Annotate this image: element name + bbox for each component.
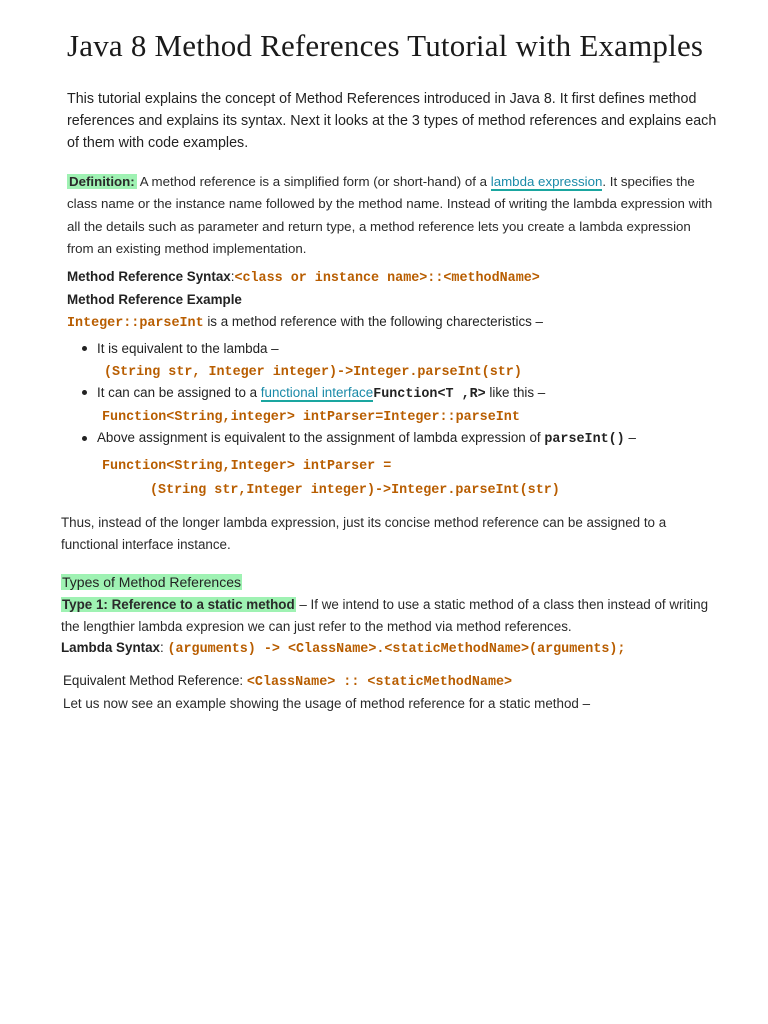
- bullet-2-code-text: Function<String,integer> intParser=Integer::parseInt: [102, 410, 520, 425]
- syntax-line: [67, 267, 540, 289]
- bullet-3-code-text-1: Function<String,Integer> intParser =: [102, 459, 392, 474]
- bullet-dot: [82, 346, 87, 351]
- lambda-syntax-label: Lambda Syntax: [61, 640, 160, 655]
- definition-text-before: A method reference is a simplified form (or short-hand) of a: [136, 174, 491, 189]
- bullet-3-code-line1: [102, 455, 391, 477]
- lambda-syntax-colon: :: [159, 640, 168, 655]
- bullet-2-tail: like this –: [485, 385, 546, 400]
- bullet-3-text: [97, 428, 636, 450]
- bullet-2-lead: It can can be assigned to a: [97, 385, 261, 400]
- bullet-3-lead: Above assignment is equivalent to the assignment of lambda expression of: [97, 430, 545, 445]
- bullet-3-code-text-2: (String str,Integer integer)->Integer.parseInt(str): [150, 483, 560, 498]
- equiv-ref-code: <ClassName> :: <staticMethodName>: [246, 675, 513, 690]
- bullet-dot: [82, 390, 87, 395]
- bullet-2-code: [102, 406, 520, 428]
- bullet-3-inline-code: parseInt(): [544, 432, 625, 447]
- lambda-syntax-line: [61, 638, 625, 660]
- types-heading: [61, 572, 242, 592]
- definition-text-after: . It specifies the class name or the instance name followed by the method name. Instead of writing the lambda expression with all the details such as parameter and return type, a method reference lets you create a lambda expression from an existing method implementation.: [67, 174, 713, 256]
- bullet-1-text: It is equivalent to the lambda –: [97, 341, 279, 356]
- example-intro: [67, 312, 543, 334]
- page-title: Java 8 Method References Tutorial with Examples: [67, 28, 704, 63]
- bullet-3-tail: –: [624, 430, 636, 445]
- bullet-1-code: [104, 361, 522, 383]
- equiv-ref-label: Equivalent Method Reference: [63, 673, 240, 688]
- intro-paragraph: This tutorial explains the concept of Method References introduced in Java 8. It first defines method references and explains its syntax. Next it looks at the 3 types of method references and explains each of them with code examples.: [67, 91, 717, 151]
- example-heading: Method Reference Example: [67, 292, 242, 307]
- closing-line: Let us now see an example showing the usage of method reference for a static method –: [63, 696, 591, 711]
- syntax-colon: :: [230, 269, 235, 284]
- lambda-expression-link[interactable]: lambda expression: [490, 174, 603, 189]
- example-intro-code: Integer::parseInt: [67, 316, 204, 331]
- example-intro-text: is a method reference with the following charecteristics –: [203, 314, 543, 329]
- bullet-1-code-text: (String str, Integer integer)->Integer.parseInt(str): [104, 365, 522, 380]
- definition-label: Definition:: [69, 174, 135, 189]
- equiv-ref-colon: :: [239, 673, 247, 688]
- bullet-2-inline-code: Function<T ,R>: [373, 387, 486, 402]
- type1-label: Type 1: Reference to a static method: [62, 597, 295, 612]
- bullet-dot: [82, 436, 87, 441]
- types-heading-text: Types of Method References: [62, 574, 241, 590]
- thus-paragraph: Thus, instead of the longer lambda expression, just its concise method reference can be assigned to a functional interface instance.: [61, 515, 667, 552]
- type1-paragraph: [61, 594, 711, 638]
- definition-paragraph: [67, 171, 719, 260]
- equiv-ref-line: [63, 671, 512, 693]
- syntax-label: Method Reference Syntax: [67, 269, 231, 284]
- lambda-syntax-code: (arguments) -> <ClassName>.<staticMethodName>(arguments);: [167, 642, 626, 657]
- bullet-3-code-line2: [150, 479, 560, 501]
- functional-interface-link[interactable]: functional interface: [260, 385, 374, 400]
- bullet-2-text: [97, 383, 545, 405]
- syntax-code: <class or instance name>::<methodName>: [234, 271, 540, 286]
- type1-text: – If we intend to use a static method of a class then instead of writing the lengthier lambda expresion we can just refer to the method via method references.: [61, 597, 709, 634]
